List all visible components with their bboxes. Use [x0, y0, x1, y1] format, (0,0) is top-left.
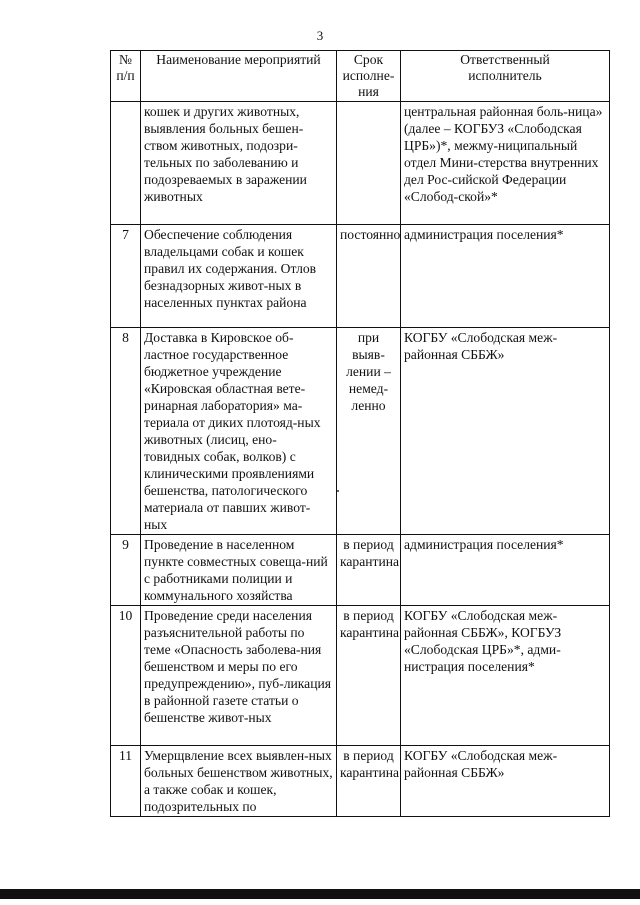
row-measure: кошек и других животных, выявления больных бешен-ством животных, подозри-тельных по заболеванию и подозреваемых в заражении животных — [141, 102, 337, 225]
row-responsible: администрация поселения* — [401, 225, 610, 328]
row-responsible: администрация поселения* — [401, 535, 610, 606]
row-measure: Проведение среди населения разъяснительной работы по теме «Опасность заболева-ния бешенством и меры по его предупреждению», пуб-ликация в районной газете статьи о бешенстве живот-ных — [141, 606, 337, 746]
header-number: № п/п — [111, 51, 141, 102]
header-responsible: Ответственный исполнитель — [401, 51, 610, 102]
scan-artifact — [337, 490, 339, 492]
row-number: 11 — [111, 746, 141, 817]
row-number: 8 — [111, 328, 141, 535]
table-row — [111, 328, 610, 535]
row-number: 9 — [111, 535, 141, 606]
row-measure: Доставка в Кировское об-ластное государственное бюджетное учреждение «Кировская областная вете-ринарная лаборатория» ма-териала от диких плотояд-ных животных (лисиц, ено-товидных собак, волков) с клиническими проявлениями бешенства, патологического материала от павших живот-ных — [141, 328, 337, 535]
row-responsible: КОГБУ «Слободская меж-районная СББЖ», КОГБУЗ «Слободская ЦРБ»*, адми-нистрация поселения* — [401, 606, 610, 746]
table-header-row — [111, 51, 610, 102]
table-row — [111, 225, 610, 328]
table-row — [111, 535, 610, 606]
row-responsible: КОГБУ «Слободская меж-районная СББЖ» — [401, 746, 610, 817]
header-name: Наименование мероприятий — [141, 51, 337, 102]
row-number: 10 — [111, 606, 141, 746]
row-measure: Проведение в населенном пункте совместных совеща-ний с работниками полиции и коммунального хозяйства — [141, 535, 337, 606]
row-number: 7 — [111, 225, 141, 328]
row-measure: Умерщвление всех выявлен-ных больных бешенством животных, а также собак и кошек, подозрительных по — [141, 746, 337, 817]
table-row — [111, 606, 610, 746]
scan-bottom-edge — [0, 889, 640, 899]
row-responsible: КОГБУ «Слободская меж-районная СББЖ» — [401, 328, 610, 535]
row-term: при выяв- лении – немед- ленно — [337, 328, 401, 535]
row-term: в период карантина — [337, 535, 401, 606]
row-term: в период карантина — [337, 746, 401, 817]
row-term: в период карантина — [337, 606, 401, 746]
row-number — [111, 102, 141, 225]
table-row — [111, 102, 610, 225]
table-row — [111, 746, 610, 817]
row-term — [337, 102, 401, 225]
header-term: Срок исполне- ния — [337, 51, 401, 102]
row-measure: Обеспечение соблюдения владельцами собак и кошек правил их содержания. Отлов безнадзорных живот-ных в населенных пунктах района — [141, 225, 337, 328]
measures-table — [110, 50, 610, 817]
row-term: постоянно — [337, 225, 401, 328]
row-responsible: центральная районная боль-ница» (далее – КОГБУЗ «Слободская ЦРБ»)*, межму-ниципальный отдел Мини-стерства внутренних дел Рос-сийской Федерации «Слобод-ской»* — [401, 102, 610, 225]
page-number: 3 — [316, 28, 324, 43]
